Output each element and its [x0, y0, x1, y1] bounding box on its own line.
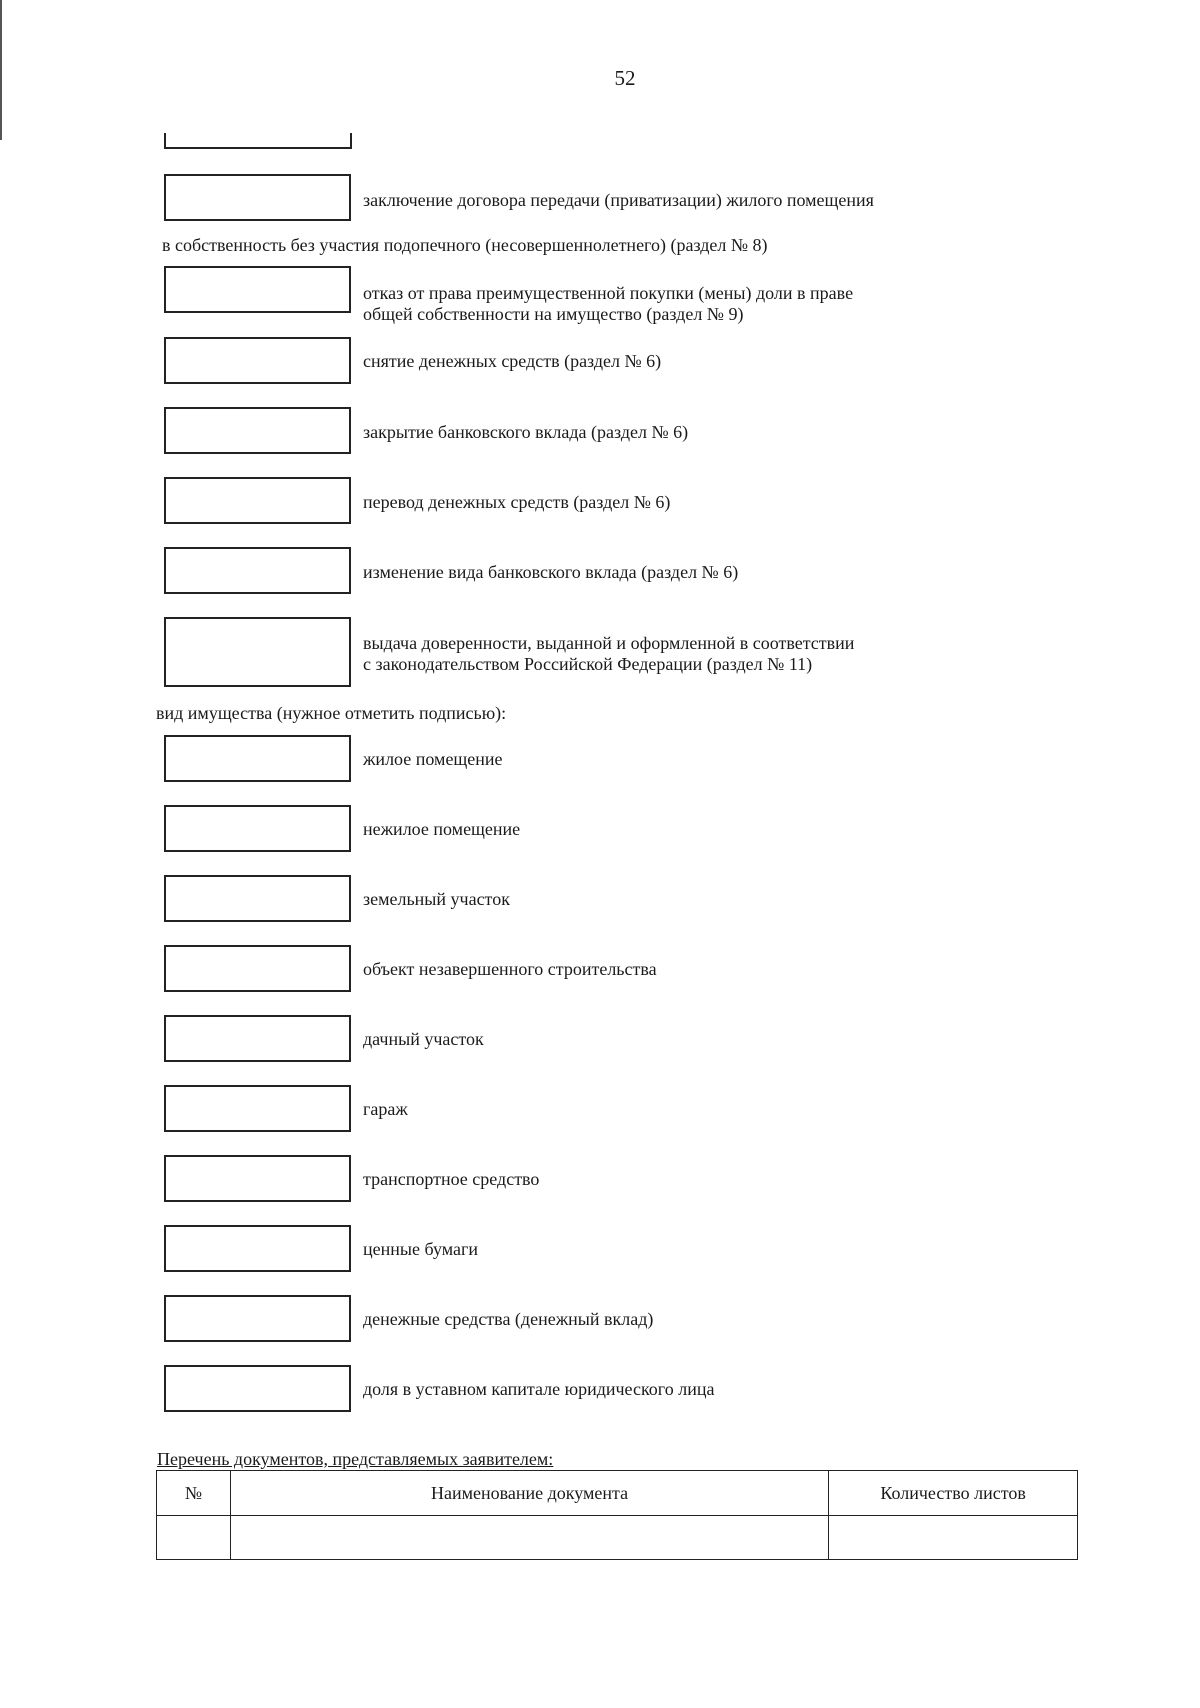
checkbox-action-power-of-attorney[interactable] [164, 617, 351, 687]
checkbox-property-money-deposit[interactable] [164, 1295, 351, 1342]
label-property-garage: гараж [363, 1099, 408, 1119]
privatization-continuation-text: в собственность без участия подопечного (несовершеннолетнего) (раздел № 8) [162, 235, 768, 255]
documents-table [156, 1470, 1078, 1560]
label-property-money-deposit: денежные средства (денежный вклад) [363, 1309, 654, 1329]
page-number: 52 [614, 66, 636, 90]
label-property-company-share: доля в уставном капитале юридического лица [363, 1379, 715, 1399]
table-row [157, 1516, 1078, 1560]
checkbox-action-cash-withdrawal[interactable] [164, 337, 351, 384]
label-property-land-plot: земельный участок [363, 889, 510, 909]
label-property-nonresidential: нежилое помещение [363, 819, 521, 839]
checkbox-property-garage[interactable] [164, 1085, 351, 1132]
checkbox-property-company-share[interactable] [164, 1365, 351, 1412]
label-action-cash-withdrawal: снятие денежных средств (раздел № 6) [363, 351, 662, 371]
checkbox-action-privatization[interactable] [164, 174, 351, 221]
column-header-number: № [157, 1471, 231, 1516]
checkbox-property-vehicle[interactable] [164, 1155, 351, 1202]
checkbox-action-money-transfer[interactable] [164, 477, 351, 524]
documents-heading: Перечень документов, представляемых заявителем: [157, 1449, 554, 1469]
checkbox-property-securities[interactable] [164, 1225, 351, 1272]
label-action-power-of-attorney: выдача доверенности, выданной и оформленной в соответствии с законодательством Российской Федерации (раздел № 11) [363, 633, 855, 674]
table-header-row [157, 1471, 1078, 1516]
label-property-residential: жилое помещение [363, 749, 503, 769]
column-header-document-name: Наименование документа [230, 1471, 828, 1516]
label-action-preemptive-right-waiver: отказ от права преимущественной покупки (мены) доли в праве общей собственности на имущество (раздел № 9) [363, 283, 854, 324]
checkbox-property-dacha-plot[interactable] [164, 1015, 351, 1062]
label-property-securities: ценные бумаги [363, 1239, 478, 1259]
property-type-heading: вид имущества (нужное отметить подписью): [156, 703, 507, 723]
cell-number[interactable] [157, 1516, 231, 1560]
label-action-privatization: заключение договора передачи (приватизации) жилого помещения [363, 190, 874, 210]
checkbox-action-deposit-type-change[interactable] [164, 547, 351, 594]
checkbox-property-nonresidential[interactable] [164, 805, 351, 852]
cell-page-count[interactable] [829, 1516, 1078, 1560]
checkbox-action-deposit-closing[interactable] [164, 407, 351, 454]
label-action-deposit-type-change: изменение вида банковского вклада (раздел № 6) [363, 562, 739, 582]
checkbox-property-residential[interactable] [164, 735, 351, 782]
label-property-dacha-plot: дачный участок [363, 1029, 484, 1049]
label-property-unfinished-construction: объект незавершенного строительства [363, 959, 657, 979]
column-header-page-count: Количество листов [829, 1471, 1078, 1516]
cell-document-name[interactable] [230, 1516, 828, 1560]
label-action-money-transfer: перевод денежных средств (раздел № 6) [363, 492, 671, 512]
label-action-deposit-closing: закрытие банковского вклада (раздел № 6) [363, 422, 689, 442]
label-property-vehicle: транспортное средство [363, 1169, 540, 1189]
checkbox-property-land-plot[interactable] [164, 875, 351, 922]
checkbox-property-unfinished-construction[interactable] [164, 945, 351, 992]
checkbox-continued-from-previous-page[interactable] [164, 133, 352, 149]
checkbox-action-preemptive-right-waiver[interactable] [164, 266, 351, 313]
